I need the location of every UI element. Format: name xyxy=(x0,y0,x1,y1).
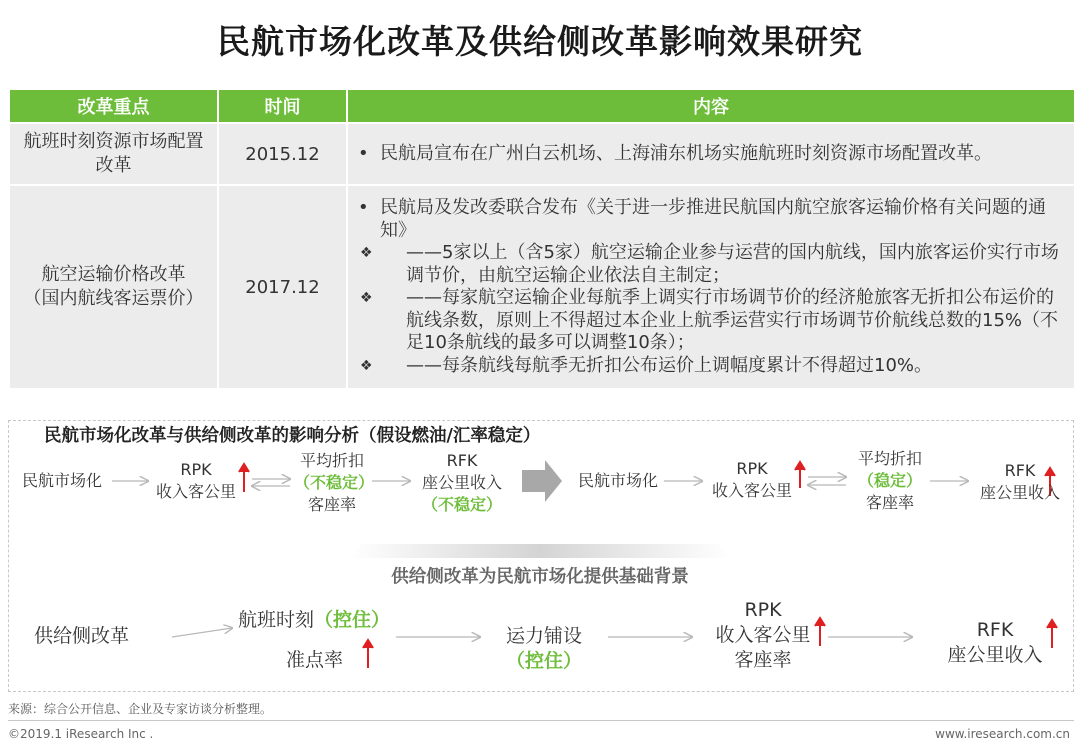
flow1-rfk-desc: 座公里收入 xyxy=(421,473,502,492)
page-title: 民航市场化改革及供给侧改革影响效果研究 xyxy=(217,22,863,61)
supply-side-banner: 供给侧改革为民航市场化提供基础背景 xyxy=(391,567,689,587)
website-link[interactable]: www.iresearch.com.cn xyxy=(935,727,1070,741)
copyright: ©2019.1 iResearch Inc . xyxy=(8,727,154,741)
flow-arrow xyxy=(172,628,232,637)
flow3-rfk-node xyxy=(940,618,1050,668)
red-up-arrow-icon xyxy=(795,462,805,488)
row2-item2: ——每家航空运输企业每航季上调实行市场调节价的经济舱旅客无折扣公布运价的航线条数，原则上不得超过本企业上航季运营实行市场调节价航线总数的15%（不足10条航线的最多可以调整10条）； xyxy=(406,287,1059,353)
row2-item3: ——每条航线每航季无折扣公布运价上调幅度累计不得超过10%。 xyxy=(406,354,933,376)
flow2-load-factor: 客座率 xyxy=(865,493,914,512)
flow3-slot-status: （控住） xyxy=(314,609,391,631)
bullet-icon: • xyxy=(358,197,369,218)
row2-item1: ——5家以上（含5家）航空运输企业参与运营的国内航线，国内旅客运价实行市场调节价，由航空运输企业依法自主制定； xyxy=(406,242,1059,286)
diamond-bullet-icon: ❖ xyxy=(360,290,373,306)
flow1-rpk-desc: 收入客公里 xyxy=(155,482,236,501)
analysis-title: 民航市场化改革与供给侧改革的影响分析（假设燃油/汇率稳定） xyxy=(40,422,544,447)
flow1-rpk-label: RPK xyxy=(180,460,212,479)
header-focus: 改革重点 xyxy=(10,90,217,122)
flow2-rpk-desc: 收入客公里 xyxy=(711,481,792,500)
flow1-rfk-node xyxy=(414,450,510,516)
row2-intro: 民航局及发改委联合发布《关于进一步推进民航国内航空旅客运输价格有关问题的通知》 xyxy=(380,197,1046,241)
source-note: 来源：综合公开信息、企业及专家访谈分析整理。 xyxy=(8,702,273,716)
header-time: 时间 xyxy=(219,90,346,122)
big-right-arrow-icon xyxy=(522,460,562,502)
flow1-rfk-status: （不稳定） xyxy=(421,495,502,514)
row1-content-text: 民航局宣布在广州白云机场、上海浦东机场实施航班时刻资源市场配置改革。 xyxy=(380,142,992,164)
flow3-capacity-node xyxy=(494,624,594,674)
row2-focus-line2: （国内航线客运票价） xyxy=(23,288,204,309)
flow3-rpk-desc: 收入客公里 xyxy=(715,624,811,646)
flow3-slot-node xyxy=(238,608,390,633)
diamond-bullet-icon: ❖ xyxy=(360,245,373,261)
flow1-rpk-node xyxy=(152,459,240,503)
flow1-discount-status: （不稳定） xyxy=(294,473,375,492)
flow1-discount-node xyxy=(294,450,375,516)
flow2-rfk-desc: 座公里收入 xyxy=(979,483,1060,502)
flow2-market-node: 民航市场化 xyxy=(578,471,659,490)
flow1-market-node: 民航市场化 xyxy=(22,471,103,490)
flow2-rpk-node xyxy=(708,458,796,502)
flow1-rfk-label: RFK xyxy=(446,451,478,470)
diamond-bullet-icon: ❖ xyxy=(360,357,373,374)
bullet-icon: • xyxy=(358,142,369,164)
flow2-rfk-label: RFK xyxy=(1004,461,1036,480)
flow3-punctuality-node: 准点率 xyxy=(286,649,344,671)
header-content: 内容 xyxy=(348,90,1074,122)
red-up-arrow-icon xyxy=(239,464,249,492)
red-up-arrow-icon xyxy=(363,640,373,668)
flow3-slot-label: 航班时刻 xyxy=(238,609,315,631)
flow1-load-factor: 客座率 xyxy=(307,495,356,514)
flow3-load-factor: 客座率 xyxy=(734,649,792,671)
flow3-supply-side-node: 供给侧改革 xyxy=(34,625,130,647)
row2-time: 2017.12 xyxy=(219,186,346,388)
banner-shape xyxy=(350,544,730,558)
flow3-rfk-label: RFK xyxy=(976,619,1014,641)
flow3-capacity-status: （控住） xyxy=(505,650,582,672)
flow2-rpk-label: RPK xyxy=(736,459,768,478)
flow1-discount-label: 平均折扣 xyxy=(299,451,364,470)
footer-divider xyxy=(8,720,1074,721)
row2-focus-line1: 航空运输价格改革 xyxy=(41,264,186,285)
flow3-rpk-node xyxy=(708,598,818,673)
flow2-rfk-node xyxy=(972,460,1068,504)
flow2-discount-label: 平均折扣 xyxy=(857,449,922,468)
flow2-discount-node xyxy=(852,448,928,514)
flow3-rpk-label: RPK xyxy=(744,599,782,621)
flow3-capacity-label: 运力铺设 xyxy=(505,625,582,647)
row1-focus: 航班时刻资源市场配置改革 xyxy=(10,124,217,184)
row1-time: 2015.12 xyxy=(219,124,346,184)
flow2-discount-status: （稳定） xyxy=(857,471,922,490)
flow3-rfk-desc: 座公里收入 xyxy=(947,644,1043,666)
